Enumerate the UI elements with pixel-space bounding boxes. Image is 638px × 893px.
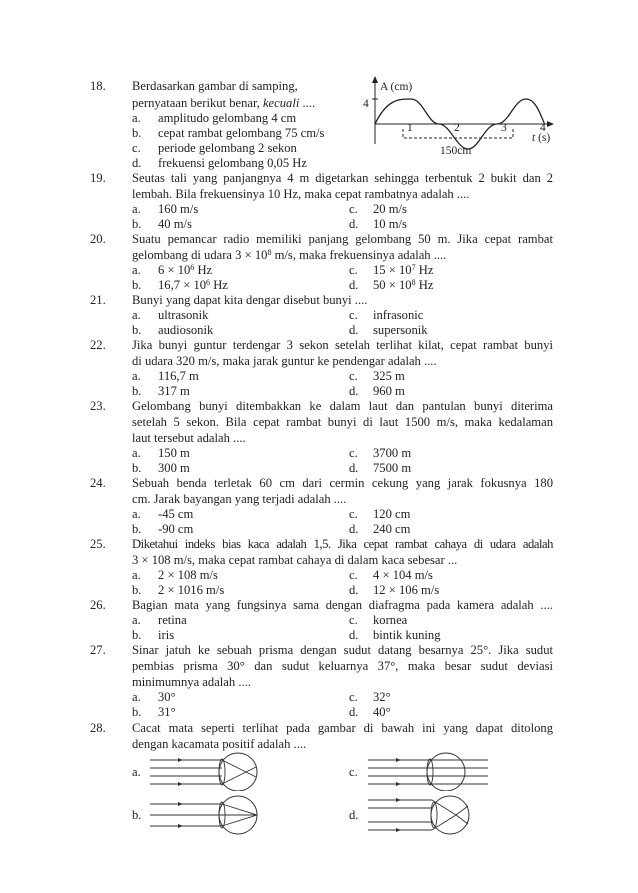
option-letter: a. xyxy=(132,613,141,627)
question-text: minimumnya adalah .... xyxy=(132,675,251,689)
option-text: 160 m/s xyxy=(158,202,199,216)
question-text: Cacat mata seperti terlihat pada gambar di bawah ini yang dapat ditolong xyxy=(132,721,553,735)
option-letter: b. xyxy=(132,628,142,642)
refracted-ray xyxy=(432,800,456,815)
option-text: $6 \times 10^6$ Hz xyxy=(158,263,213,277)
question-text: pembias prisma 30° dan sudut keluarnya 37°, maka besar sudut deviasi xyxy=(132,659,553,673)
amplitude-label: 4 xyxy=(363,98,369,110)
option-text: kornea xyxy=(373,613,408,627)
question-text: Jika bunyi guntur terdengar 3 sekon setelah terlihat kilat, cepat rambat bunyi xyxy=(132,338,553,352)
option-letter: c. xyxy=(349,613,358,627)
refracted-ray xyxy=(432,815,456,830)
question-text: dengan kacamata positif adalah .... xyxy=(132,737,307,751)
arrow xyxy=(396,782,401,786)
question-number: 25. xyxy=(90,537,106,551)
arrow xyxy=(178,782,183,786)
option-text: 12 × 106 m/s xyxy=(373,583,440,597)
option-text: 40° xyxy=(373,705,391,719)
question-text: 3 × 108 m/s, maka cepat rambat cahaya di dalam kaca sebesar ... xyxy=(132,553,458,567)
option-letter: c. xyxy=(349,369,358,383)
question-number: 28. xyxy=(90,721,106,735)
option-text: 2 × 108 m/s xyxy=(158,568,218,582)
question-number: 22. xyxy=(90,338,106,352)
option-letter: a. xyxy=(132,263,141,277)
question-text: Suatu pemancar radio memiliki panjang gelombang 50 m. Jika cepat rambat xyxy=(132,232,553,246)
option-letter: d. xyxy=(349,217,359,231)
option-letter: b. xyxy=(132,278,142,292)
option-text: 7500 m xyxy=(373,461,412,475)
option-letter: d. xyxy=(349,628,359,642)
option-letter: a. xyxy=(132,308,141,322)
eye-diagram-a xyxy=(150,751,265,791)
refracted-ray xyxy=(222,760,246,772)
option-letter: b. xyxy=(132,217,142,231)
option-text: amplitudo gelombang 4 cm xyxy=(158,111,297,125)
x-axis-arrow xyxy=(547,121,554,127)
question-text: cm. Jarak bayangan yang terjadi adalah .... xyxy=(132,492,347,506)
option-text: infrasonic xyxy=(373,308,424,322)
question-text: laut tersebut adalah .... xyxy=(132,431,246,445)
eye-lens xyxy=(219,759,225,785)
option-text: retina xyxy=(158,613,187,627)
question-number: 20. xyxy=(90,232,106,246)
option-letter: d. xyxy=(349,461,359,475)
eye-lens xyxy=(431,802,437,828)
option-letter: a. xyxy=(132,765,141,779)
option-text: periode gelombang 2 sekon xyxy=(158,141,297,155)
y-axis-arrow xyxy=(372,76,378,83)
option-letter: c. xyxy=(349,765,358,779)
question-text: setelah 5 sekon. Bila cepat rambat bunyi di laut 1500 m/s, maka kedalaman xyxy=(132,415,553,429)
option-text: iris xyxy=(158,628,175,642)
refracted-ray xyxy=(246,772,256,777)
question-text: Berdasarkan gambar di samping, xyxy=(132,79,298,93)
option-text: 116,7 m xyxy=(158,369,199,383)
option-letter: a. xyxy=(132,507,141,521)
option-letter: d. xyxy=(349,384,359,398)
eye-lens xyxy=(427,759,433,785)
eye-diagram-b xyxy=(150,794,265,836)
eye-diagram-c xyxy=(368,751,493,791)
question-text: Bunyi yang dapat kita dengar disebut bunyi .... xyxy=(132,293,368,307)
option-letter: d. xyxy=(349,278,359,292)
refracted-ray xyxy=(222,772,246,784)
question-number: 24. xyxy=(90,476,106,490)
option-letter: a. xyxy=(132,446,141,460)
option-letter: b. xyxy=(132,126,142,140)
option-text: $50 \times 10^8$ Hz xyxy=(373,278,434,292)
question-text: di udara 320 m/s, maka jarak guntur ke pendengar adalah .... xyxy=(132,354,437,368)
option-letter: c. xyxy=(349,690,358,704)
question-text: Seutas tali yang panjangnya 4 m digetarkan sehingga terbentuk 2 bukit dan 2 xyxy=(132,171,553,185)
option-text: $16,7 \times 10^6$ Hz xyxy=(158,278,228,292)
question-number: 27. xyxy=(90,643,106,657)
option-text: bintik kuning xyxy=(373,628,441,642)
option-text: 40 m/s xyxy=(158,217,192,231)
question-text: gelombang di udara $3 \times 10^8$ m/s, maka frekuensinya adalah .... xyxy=(132,248,447,262)
option-text: 4 × 104 m/s xyxy=(373,568,433,582)
y-axis-label: A (cm) xyxy=(380,81,413,93)
refracted-ray xyxy=(222,804,257,815)
option-letter: c. xyxy=(349,308,358,322)
question-text: Diketahui indeks bias kaca adalah 1,5. Jika cepat rambat cahaya di udara adalah xyxy=(132,537,553,551)
arrow xyxy=(396,798,401,802)
option-letter: b. xyxy=(132,705,142,719)
question-text: Gelombang bunyi ditembakkan ke dalam laut dan pantulan bunyi diterima xyxy=(132,399,553,413)
option-letter: b. xyxy=(132,522,142,536)
question-text: Sinar jatuh ke sebuah prisma dengan sudut datang besarnya 25°. Jika sudut xyxy=(132,643,553,657)
option-letter: d. xyxy=(349,583,359,597)
arrow xyxy=(396,828,401,832)
option-text: 240 cm xyxy=(373,522,411,536)
tick-label: 2 xyxy=(454,122,460,134)
option-text: 20 m/s xyxy=(373,202,407,216)
option-text: 32° xyxy=(373,690,391,704)
question-text: Bagian mata yang fungsinya sama dengan diafragma pada kamera adalah .... xyxy=(132,598,553,612)
option-text: 120 cm xyxy=(373,507,411,521)
option-letter: d. xyxy=(349,323,359,337)
option-text: -90 cm xyxy=(158,522,194,536)
option-text: 960 m xyxy=(373,384,405,398)
option-letter: c. xyxy=(132,141,141,155)
tick-label: 4 xyxy=(540,122,546,134)
option-letter: b. xyxy=(132,323,142,337)
refracted-ray xyxy=(222,815,257,826)
option-letter: a. xyxy=(132,568,141,582)
option-letter: c. xyxy=(349,446,358,460)
option-letter: c. xyxy=(349,507,358,521)
option-text: supersonik xyxy=(373,323,428,337)
option-letter: d. xyxy=(349,808,359,822)
question-text: pernyataan berikut benar, kecuali .... xyxy=(132,96,316,110)
option-text: 10 m/s xyxy=(373,217,407,231)
option-letter: b. xyxy=(132,461,142,475)
question-number: 21. xyxy=(90,293,106,307)
tick-label: 3 xyxy=(501,122,507,134)
option-letter: a. xyxy=(132,369,141,383)
option-text: frekuensi gelombang 0,05 Hz xyxy=(158,156,307,170)
refracted-ray xyxy=(246,767,256,772)
question-text: lembah. Bila frekuensinya 10 Hz, maka cepat rambatnya adalah .... xyxy=(132,187,470,201)
question-number: 26. xyxy=(90,598,106,612)
option-letter: c. xyxy=(349,202,358,216)
question-number: 18. xyxy=(90,79,106,93)
option-letter: d. xyxy=(349,522,359,536)
option-text: 31° xyxy=(158,705,176,719)
wave-graph xyxy=(360,74,560,166)
option-text: -45 cm xyxy=(158,507,194,521)
option-text: cepat rambat gelombang 75 cm/s xyxy=(158,126,325,140)
option-text: audiosonik xyxy=(158,323,214,337)
option-letter: b. xyxy=(132,808,142,822)
option-letter: a. xyxy=(132,111,141,125)
distance-label: 150cm xyxy=(440,145,472,157)
option-letter: a. xyxy=(132,202,141,216)
refracted-ray xyxy=(456,815,468,824)
option-text: 317 m xyxy=(158,384,190,398)
option-letter: a. xyxy=(132,690,141,704)
option-text: $15 \times 10^7$ Hz xyxy=(373,263,434,277)
option-letter: b. xyxy=(132,583,142,597)
option-letter: d. xyxy=(132,156,142,170)
x-axis-label: t (s) xyxy=(532,132,551,144)
eye-diagram-d xyxy=(368,794,493,836)
arrow xyxy=(178,824,183,828)
option-text: ultrasonik xyxy=(158,308,209,322)
question-text: Sebuah benda terletak 60 cm dari cermin cekung yang jarak fokusnya 180 xyxy=(132,476,553,490)
option-letter: d. xyxy=(349,705,359,719)
option-letter: b. xyxy=(132,384,142,398)
option-letter: c. xyxy=(349,568,358,582)
option-text: 3700 m xyxy=(373,446,412,460)
arrow xyxy=(396,758,401,762)
tick-label: 1 xyxy=(407,122,413,134)
option-letter: c. xyxy=(349,263,358,277)
option-text: 30° xyxy=(158,690,176,704)
refracted-ray xyxy=(456,806,468,815)
question-number: 19. xyxy=(90,171,106,185)
arrow xyxy=(178,802,183,806)
option-text: 150 m xyxy=(158,446,190,460)
arrow xyxy=(178,758,183,762)
option-text: 300 m xyxy=(158,461,190,475)
option-text: 2 × 1016 m/s xyxy=(158,583,225,597)
option-text: 325 m xyxy=(373,369,405,383)
question-number: 23. xyxy=(90,399,106,413)
